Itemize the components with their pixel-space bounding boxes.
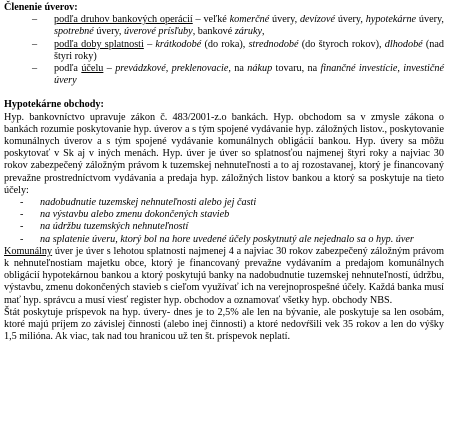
paragraph-mortgage-intro: Hyp. bankovníctvo upravuje zákon č. 483/2001-z.o bankách. Hyp. obchodom sa v zmysle zákona o bankách rozumie poskytovanie hyp. úverov a s tým spojené vydávanie hyp. záložných listov., poskytovanie komunálnych úverov a s tým spojené vydávanie komunálnych obligácií bankou. Hyp. úvery sa môžu poskytovať v Sk aj v iných menách. Hyp. úver je úver so splatnosťou najmenej štyri roky a najviac 30 rokov zabezpečený záložným právom k tuzemskej nehnuteľnosti a to aj rozostavanej, ktorý je financovaný prevažne prostredníctvom vydávania a predaja hyp. záložných listov bankou a ktorý sa poskytuje na tieto účely:	[4, 111, 444, 196]
purpose-item	[4, 197, 444, 209]
spacer	[4, 87, 444, 99]
italic-term: komerčné	[229, 14, 270, 26]
section-title-hypotekarne: Hypotekárne obchody:	[4, 99, 104, 111]
dash-marker: –	[32, 38, 38, 50]
plain-text: úvery,	[416, 14, 444, 26]
italic-term: spotrebné	[54, 26, 94, 38]
item-key: podľa druhov bankových operácií	[54, 14, 193, 26]
purpose-text: nadobudnutie tuzemskej nehnuteľnosti alebo jej časti	[40, 197, 257, 209]
item-key: účelu	[81, 63, 104, 75]
purpose-item	[4, 234, 444, 246]
mortgage-purpose-list	[4, 197, 444, 246]
paragraph-municipal-credit	[4, 246, 444, 307]
italic-term: úverové prísľuby	[124, 26, 193, 38]
plain-text: (nad štyri roky)	[54, 38, 445, 62]
plain-text: , bankové	[192, 26, 235, 38]
italic-term: prevádzkové, preklenovacie	[115, 63, 229, 75]
italic-term: záruky	[234, 26, 263, 38]
item-key-prefix: podľa	[54, 63, 82, 75]
plain-text: , na	[228, 63, 248, 75]
list-item-operations	[4, 14, 444, 38]
plain-text: úvery,	[335, 14, 366, 26]
dash-marker: -	[20, 221, 24, 233]
dash-marker: -	[20, 233, 24, 245]
section-title-clenenie: Členenie úverov:	[4, 2, 78, 13]
italic-term: hypotekárne	[365, 14, 417, 26]
plain-text: tovaru, na	[272, 63, 321, 75]
purpose-text: na výstavbu alebo zmenu dokončených stavieb	[40, 209, 230, 221]
plain-text: úvery,	[93, 26, 124, 38]
item-sep: – veľké	[192, 14, 230, 26]
purpose-text: na údržbu tuzemských nehnuteľností	[40, 221, 189, 233]
list-item-maturity	[4, 39, 444, 63]
dash-marker: -	[20, 209, 24, 221]
item-sep: –	[103, 63, 116, 75]
italic-term: devízové	[299, 14, 336, 26]
plain-text: (do štyroch rokov),	[298, 38, 385, 50]
italic-term: investičné úvery	[54, 63, 444, 87]
purpose-item	[4, 209, 444, 221]
plain-text: úvery,	[269, 14, 300, 26]
purpose-text: na splatenie úveru, ktorý bol na hore uvedené účely poskytnutý ale nejednalo sa o hyp. úver	[40, 233, 414, 245]
municipal-text: úver je úver s lehotou splatnosti najmenej 4 a najviac 30 rokov zabezpečený záložným právom k nehnuteľnostiam majetku obce, ktorý je financovaný prevažne vydávaním a predajom komunálnych obligácií hypotekárnou bankou a ktorý poskytujú banky na nadobudnutie tuzemskej nehnuteľností, údržbu, výstavbu, zmenu dokončených stavieb s cieľom využívať ich na verejnoprospešné účely. Každá banka musí mať hyp. správcu a musí viesť register hyp. obchodov a oznamovať všetky hyp. obchody NBS.	[4, 245, 444, 306]
item-key: podľa doby splatnosti	[54, 38, 144, 50]
purpose-item	[4, 221, 444, 233]
italic-term: strednodobé	[248, 38, 299, 50]
italic-term: finančné investície	[320, 63, 398, 75]
municipal-term: Komunálny	[4, 245, 53, 257]
dash-marker: –	[32, 14, 38, 26]
plain-text: (do roka),	[201, 38, 249, 50]
plain-text: ,	[262, 26, 265, 38]
list-item-purpose	[4, 63, 444, 87]
dash-marker: –	[32, 63, 38, 75]
italic-term: dlhodobé	[384, 38, 423, 50]
item-sep: –	[143, 38, 156, 50]
credit-classification-list	[4, 14, 444, 87]
dash-marker: -	[20, 197, 24, 209]
plain-text: ,	[397, 63, 404, 75]
italic-term: nákup	[247, 63, 273, 75]
paragraph-state-contribution: Štát poskytuje príspevok na hyp. úvery- dnes je to 2,5% ale len na bývanie, ale poskytuje sa len osobám, ktoré majú príjem zo závislej činnosti (alebo inej činnosti) a ktoré nedovŕšili vek 35 rokov a len do výšky 1,5 milióna. Ak viac, tak nad tou hranicou už ten št. príspevok neplatí.	[4, 306, 444, 343]
italic-term: krátkodobé	[155, 38, 202, 50]
